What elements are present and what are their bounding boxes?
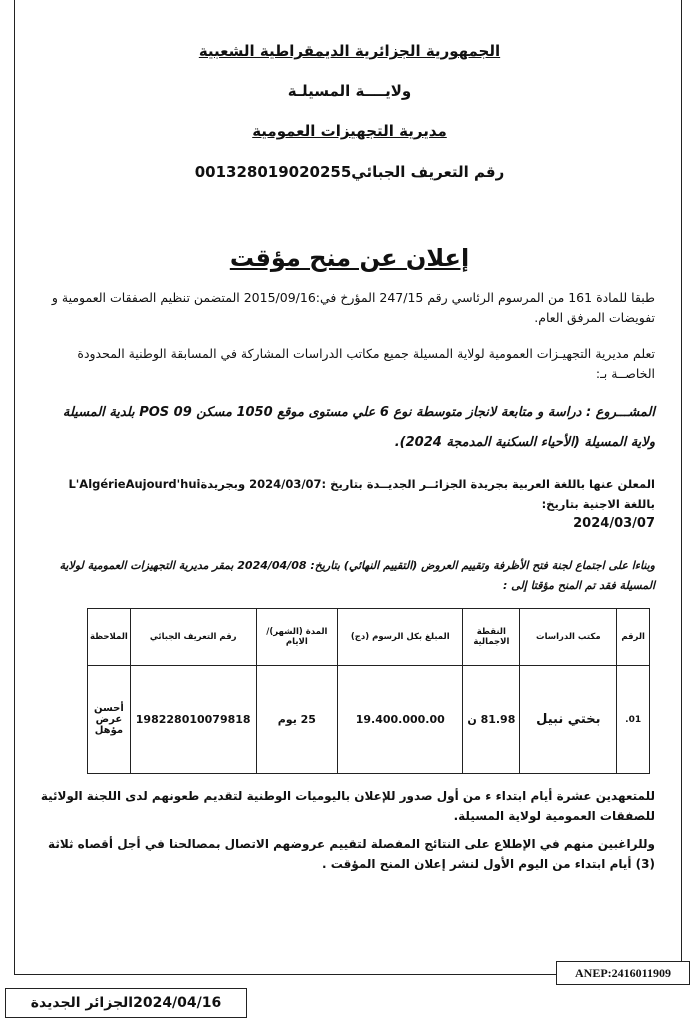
paragraph-publication: المعلن عنها باللغة العربية بجريدة الجزائــر الجديــدة بتاريخ :2024/03/07 وبجريدةL'AlgérieAujourd'hui باللغة الاجنية بتاريخ: — [68, 477, 655, 511]
page-title: إعلان عن منح مؤقت — [229, 244, 470, 272]
award-table — [87, 608, 650, 774]
col-office: مكتب الدراسات — [520, 609, 617, 666]
paragraph-notice: تعلم مديرية التجهيـزات العمومية لولاية المسيلة جميع مكاتب الدراسات المشاركة في المسابقة الوطنية المحدودة الخاصــة بـ: — [77, 346, 655, 381]
paragraph-legal: طبقا للمادة 161 من المرسوم الرئاسي رقم 247/15 المؤرخ في:2015/09/16 المتضمن تنظيم الصفقات العمومية و تفويضات المرفق العام. — [51, 290, 655, 325]
anep-reference: ANEP:2416011909 — [556, 961, 690, 985]
col-score: النقطة الاجمالية — [463, 609, 520, 666]
col-tax-id: رقم التعريف الجبائي — [130, 609, 256, 666]
table-row — [88, 666, 650, 774]
col-amount: المبلغ بكل الرسوم (دج) — [338, 609, 463, 666]
directorate-heading: مديرية التجهيزات العمومية — [252, 122, 447, 140]
col-number: الرقم — [617, 609, 650, 666]
wilaya-heading: ولايــــة المسيلـة — [287, 82, 412, 100]
col-remark: الملاحظة — [88, 609, 131, 666]
paragraph-appeals: للمتعهدين عشرة أيام ابتداء ء من أول صدور للإعلان باليوميات الوطنية لتقديم طعونهم لدى اللجنة الولائية للصفقات العمومية لولاية المسيلة. — [40, 789, 655, 823]
tax-id: رقم التعريف الجبائي001328019020255 — [194, 163, 505, 181]
paragraph-evaluation: وبناءا على اجتماع لجنة فتح الأظرفة وتقييم العروض (التقييم النهائي) بتاريخ: 2024/04/08 بمقر مديرية التجهيزات العمومية لولاية المسيلة فقد تم المنح مؤقتا إلى : — [59, 559, 655, 592]
table-header-row — [88, 609, 650, 666]
cell-score: 81.98 ن — [463, 666, 520, 774]
body-content — [40, 288, 655, 874]
republic-heading: الجمهورية الجزائرية الديمقراطية الشعبية — [198, 42, 501, 60]
col-duration: المدة (الشهر)/ الايام — [256, 609, 338, 666]
paragraph-results: وللراغبين منهم في الإطلاع على النتائج المفصلة لتقييم عروضهم الاتصال بمصالحنا في أجل أقصاه ثلاثة (3) أيام ابتداء من اليوم الأول لنشر إعلان المنح المؤقت . — [48, 837, 655, 871]
cell-duration: 25 يوم — [256, 666, 338, 774]
publication-date: 2024/03/07 — [573, 516, 655, 531]
cell-number: 01. — [617, 666, 650, 774]
cell-office: بختي نبيل — [520, 666, 617, 774]
cell-tax-id: 198228010079818 — [130, 666, 256, 774]
newspaper-stamp: 2024/04/16الجزائر الجديدة — [5, 988, 247, 1018]
project-description: المشـــروع : دراسة و متابعة لانجاز متوسطة نوع 6 علي مستوى موقع 1050 مسكن POS 09 بلدية المسيلة ولاية المسيلة (الأحياء السكنية المدمجة 2024). — [62, 405, 655, 450]
cell-remark: أحسن عرض مؤهل — [88, 666, 131, 774]
cell-amount: 19.400.000.00 — [338, 666, 463, 774]
